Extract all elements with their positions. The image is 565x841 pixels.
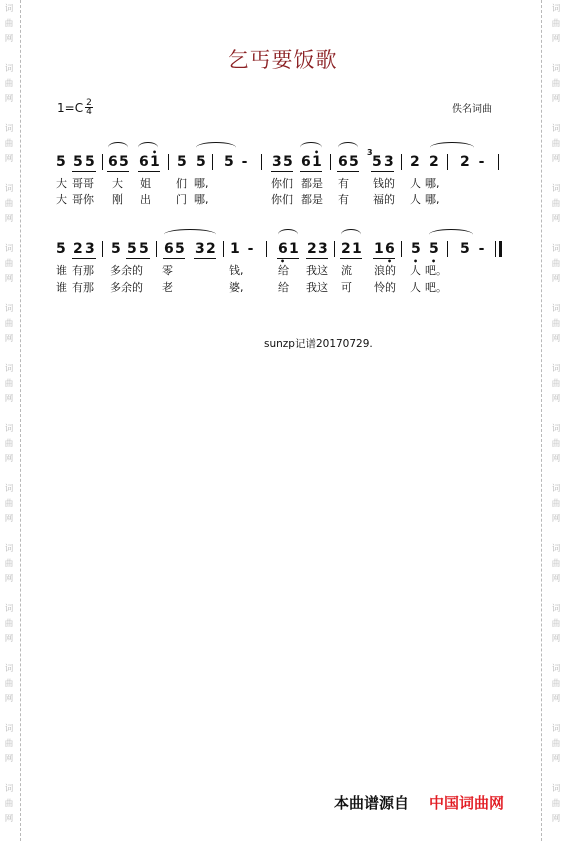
watermark-glyph: 网 xyxy=(551,634,561,644)
watermark-glyph: 词 xyxy=(4,484,14,494)
watermark-glyph: 词 xyxy=(551,424,561,434)
note: 6 xyxy=(139,154,149,170)
lyric: 都是 xyxy=(301,193,323,206)
watermark-glyph: 词 xyxy=(4,304,14,314)
time-numerator: 2 xyxy=(86,98,92,108)
watermark-glyph: 网 xyxy=(551,454,561,464)
beam xyxy=(371,171,394,172)
bar-line xyxy=(102,241,103,257)
watermark-glyph: 网 xyxy=(551,34,561,44)
lyric: 多余的 xyxy=(110,281,143,294)
beam xyxy=(277,258,299,259)
watermark-glyph: 曲 xyxy=(551,259,561,269)
watermark-glyph: 词 xyxy=(4,604,14,614)
note: 5 xyxy=(349,154,359,170)
note: 5 xyxy=(127,241,137,257)
lyric: 人 xyxy=(410,264,421,277)
beam xyxy=(340,258,362,259)
slur xyxy=(108,142,128,153)
watermark-glyph: 曲 xyxy=(4,259,14,269)
note: 3 xyxy=(272,154,282,170)
note: 6 xyxy=(301,154,311,170)
beam xyxy=(126,258,150,259)
watermark-glyph: 网 xyxy=(551,154,561,164)
bar-line xyxy=(401,154,402,170)
lyric: 有那 xyxy=(72,264,94,277)
lyric: 谁 xyxy=(56,281,67,294)
watermark-glyph: 词 xyxy=(551,304,561,314)
watermark-glyph: 词 xyxy=(551,124,561,134)
note: 3 xyxy=(384,154,394,170)
beam xyxy=(271,171,293,172)
note: 5 • xyxy=(411,241,420,257)
source-site-link[interactable]: 中国词曲网 xyxy=(429,794,505,812)
watermark-glyph: 词 xyxy=(551,664,561,674)
note: 5 xyxy=(56,241,66,257)
grace-note: 3 xyxy=(367,148,373,157)
watermark-glyph: 曲 xyxy=(4,439,14,449)
watermark-glyph: 词 xyxy=(4,664,14,674)
watermark-glyph: 曲 xyxy=(4,199,14,209)
note: 5 xyxy=(111,241,121,257)
note: 2 xyxy=(460,154,470,170)
lyric: 哪, xyxy=(425,193,440,206)
watermark-glyph: 网 xyxy=(551,274,561,284)
note: 2 xyxy=(341,241,351,257)
bar-line xyxy=(212,154,213,170)
note: 5 xyxy=(372,154,382,170)
watermark-glyph: 网 xyxy=(551,214,561,224)
watermark-glyph: 网 xyxy=(4,214,14,224)
lyric: 有 xyxy=(338,193,349,206)
lyric: 刚 xyxy=(112,193,123,206)
watermark-glyph: 词 xyxy=(4,724,14,734)
lyric: 大 xyxy=(56,193,67,206)
watermark-glyph: 网 xyxy=(551,814,561,824)
lyric: 大 xyxy=(112,177,123,190)
watermark-glyph: 词 xyxy=(551,184,561,194)
watermark-glyph: 网 xyxy=(551,574,561,584)
lyric: 钱的 xyxy=(373,177,395,190)
final-bar-line xyxy=(495,241,496,257)
lyric: 都是 xyxy=(301,177,323,190)
watermark-glyph: 词 xyxy=(551,4,561,14)
beam xyxy=(337,171,359,172)
watermark-glyph: 词 xyxy=(551,484,561,494)
lyric: 谁 xyxy=(56,264,67,277)
watermark-glyph: 网 xyxy=(551,694,561,704)
lyric: 哥哥 xyxy=(72,177,94,190)
bar-line xyxy=(266,241,267,257)
watermark-glyph: 词 xyxy=(551,724,561,734)
watermark-glyph: 曲 xyxy=(4,379,14,389)
time-signature xyxy=(85,99,93,116)
bar-line xyxy=(401,241,402,257)
note: 1 xyxy=(352,241,362,257)
lyric: 哥你 xyxy=(72,193,94,206)
note: 5 xyxy=(196,154,206,170)
note-dash: - xyxy=(478,241,485,257)
watermark-glyph: 词 xyxy=(551,364,561,374)
watermark-glyph: 网 xyxy=(4,274,14,284)
lyric: 流 xyxy=(341,264,352,277)
watermark-glyph: 曲 xyxy=(551,439,561,449)
slur xyxy=(164,229,216,240)
note: 6 xyxy=(108,154,118,170)
beam xyxy=(373,258,395,259)
note: 5 xyxy=(73,154,83,170)
watermark-glyph: 词 xyxy=(4,244,14,254)
watermark-glyph: 曲 xyxy=(4,499,14,509)
watermark-glyph: 曲 xyxy=(551,19,561,29)
watermark-glyph: 曲 xyxy=(4,319,14,329)
note-dash: - xyxy=(241,154,248,170)
notation-line-2 xyxy=(56,241,506,257)
lyric: 零 xyxy=(162,264,173,277)
watermark-glyph: 曲 xyxy=(551,79,561,89)
lyric: 人 xyxy=(410,281,421,294)
lyric: 钱, xyxy=(229,264,244,277)
bar-line xyxy=(223,241,224,257)
slur xyxy=(196,142,236,153)
lyric: 福的 xyxy=(373,193,395,206)
bar-line xyxy=(334,241,335,257)
bar-line xyxy=(447,154,448,170)
final-bar-line-thick xyxy=(499,241,502,257)
watermark-glyph: 网 xyxy=(551,94,561,104)
note: 5 xyxy=(175,241,185,257)
beam xyxy=(194,258,216,259)
note: 5 xyxy=(119,154,129,170)
lyric: 婆, xyxy=(229,281,244,294)
bar-line xyxy=(330,154,331,170)
note: 3 xyxy=(195,241,205,257)
source-label: 本曲谱源自 xyxy=(334,794,410,812)
lyric: 你们 xyxy=(271,177,293,190)
watermark-glyph: 词 xyxy=(551,784,561,794)
watermark-glyph: 网 xyxy=(4,154,14,164)
note: 6 xyxy=(164,241,174,257)
transcriber-credit: sunzp记谱20170729. xyxy=(264,338,373,350)
watermark-glyph: 词 xyxy=(4,184,14,194)
key-label: 1=C xyxy=(57,100,84,115)
note: 3 xyxy=(85,241,95,257)
note: 6 xyxy=(338,154,348,170)
slur xyxy=(341,229,361,240)
note: 6 • xyxy=(278,241,287,257)
slur xyxy=(338,142,358,153)
note: 5 xyxy=(56,154,66,170)
note: 1 xyxy=(230,241,240,257)
watermark-glyph: 网 xyxy=(4,94,14,104)
bar-line xyxy=(261,154,262,170)
watermark-glyph: 网 xyxy=(4,454,14,464)
bar-line xyxy=(498,154,499,170)
lyric: 怜的 xyxy=(374,281,396,294)
watermark-glyph: 词 xyxy=(4,424,14,434)
notation-line-1 xyxy=(56,148,506,170)
lyric: 们 xyxy=(176,177,187,190)
watermark-glyph: 网 xyxy=(4,694,14,704)
right-watermark-column xyxy=(547,0,565,841)
watermark-glyph: 曲 xyxy=(4,679,14,689)
watermark-glyph: 网 xyxy=(551,514,561,524)
note: 1 xyxy=(374,241,384,257)
slur xyxy=(430,142,474,153)
bar-line xyxy=(168,154,169,170)
lyric: 哪, xyxy=(425,177,440,190)
note: • 1 xyxy=(150,154,159,170)
watermark-glyph: 曲 xyxy=(551,139,561,149)
watermark-glyph: 词 xyxy=(4,544,14,554)
note: 6 • xyxy=(385,241,394,257)
slur xyxy=(429,229,473,240)
lyric: 我这 xyxy=(306,264,328,277)
beam xyxy=(306,258,328,259)
watermark-glyph: 网 xyxy=(4,754,14,764)
lyric: 哪, xyxy=(194,177,209,190)
watermark-glyph: 网 xyxy=(551,754,561,764)
lyric: 多余的 xyxy=(110,264,143,277)
note: 5 xyxy=(460,241,470,257)
watermark-glyph: 曲 xyxy=(551,799,561,809)
watermark-glyph: 词 xyxy=(4,124,14,134)
beam xyxy=(107,171,129,172)
watermark-glyph: 曲 xyxy=(4,619,14,629)
note: 2 xyxy=(307,241,317,257)
watermark-glyph: 词 xyxy=(4,4,14,14)
watermark-glyph: 网 xyxy=(4,514,14,524)
note: 5 • xyxy=(429,241,438,257)
lyric: 我这 xyxy=(306,281,328,294)
lyric: 可 xyxy=(341,281,352,294)
lyric: 吧。 xyxy=(425,281,447,294)
note: 1 xyxy=(289,241,299,257)
lyric: 你们 xyxy=(271,193,293,206)
beam xyxy=(72,258,96,259)
watermark-glyph: 词 xyxy=(551,544,561,554)
bar-line xyxy=(102,154,103,170)
watermark-glyph: 曲 xyxy=(4,19,14,29)
watermark-glyph: 网 xyxy=(4,814,14,824)
note: 2 xyxy=(73,241,83,257)
watermark-glyph: 网 xyxy=(4,634,14,644)
beam xyxy=(72,171,96,172)
watermark-glyph: 网 xyxy=(4,334,14,344)
watermark-glyph: 曲 xyxy=(4,559,14,569)
watermark-glyph: 曲 xyxy=(551,319,561,329)
note: 5 xyxy=(177,154,187,170)
watermark-glyph: 曲 xyxy=(551,739,561,749)
bar-line xyxy=(156,241,157,257)
watermark-glyph: 曲 xyxy=(551,199,561,209)
lyric: 浪的 xyxy=(374,264,396,277)
note: • 1 xyxy=(312,154,321,170)
watermark-glyph: 词 xyxy=(551,604,561,614)
watermark-glyph: 词 xyxy=(551,64,561,74)
watermark-glyph: 曲 xyxy=(4,79,14,89)
note: 5 xyxy=(139,241,149,257)
watermark-glyph: 词 xyxy=(4,64,14,74)
lyric: 人 xyxy=(410,193,421,206)
beam xyxy=(163,258,185,259)
watermark-glyph: 网 xyxy=(4,34,14,44)
source-credit xyxy=(334,792,504,813)
lyric: 有 xyxy=(338,177,349,190)
note: 2 xyxy=(206,241,216,257)
note: 5 xyxy=(283,154,293,170)
lyric: 老 xyxy=(162,281,173,294)
lyric: 给 xyxy=(278,264,289,277)
lyric: 哪, xyxy=(194,193,209,206)
lyric: 人 xyxy=(410,177,421,190)
key-signature xyxy=(57,99,93,116)
watermark-glyph: 网 xyxy=(551,394,561,404)
note: 3 xyxy=(318,241,328,257)
watermark-glyph: 曲 xyxy=(4,799,14,809)
left-watermark-column xyxy=(0,0,18,841)
watermark-glyph: 曲 xyxy=(4,139,14,149)
note-dash: - xyxy=(478,154,485,170)
note: 2 xyxy=(410,154,420,170)
watermark-glyph: 曲 xyxy=(551,559,561,569)
watermark-glyph: 曲 xyxy=(551,619,561,629)
note: 5 xyxy=(224,154,234,170)
watermark-glyph: 曲 xyxy=(551,679,561,689)
note-dash: - xyxy=(247,241,254,257)
watermark-glyph: 网 xyxy=(551,334,561,344)
lyric: 给 xyxy=(278,281,289,294)
beam xyxy=(138,171,160,172)
lyric: 吧。 xyxy=(425,264,447,277)
watermark-glyph: 网 xyxy=(4,394,14,404)
lyric: 大 xyxy=(56,177,67,190)
note: 5 xyxy=(85,154,95,170)
lyric: 门 xyxy=(176,193,187,206)
bar-line xyxy=(447,241,448,257)
watermark-glyph: 曲 xyxy=(551,379,561,389)
slur xyxy=(278,229,298,240)
watermark-glyph: 词 xyxy=(551,244,561,254)
composer-credit: 佚名词曲 xyxy=(452,104,492,115)
watermark-glyph: 网 xyxy=(4,574,14,584)
beam xyxy=(300,171,322,172)
lyric: 有那 xyxy=(72,281,94,294)
page-title: 乞丐要饭歌 xyxy=(227,48,338,72)
watermark-glyph: 曲 xyxy=(551,499,561,509)
lyric: 出 xyxy=(140,193,151,206)
watermark-glyph: 词 xyxy=(4,784,14,794)
watermark-glyph: 词 xyxy=(4,364,14,374)
note: 2 xyxy=(429,154,439,170)
watermark-glyph: 曲 xyxy=(4,739,14,749)
time-denominator: 4 xyxy=(86,107,92,117)
lyric: 姐 xyxy=(140,177,151,190)
